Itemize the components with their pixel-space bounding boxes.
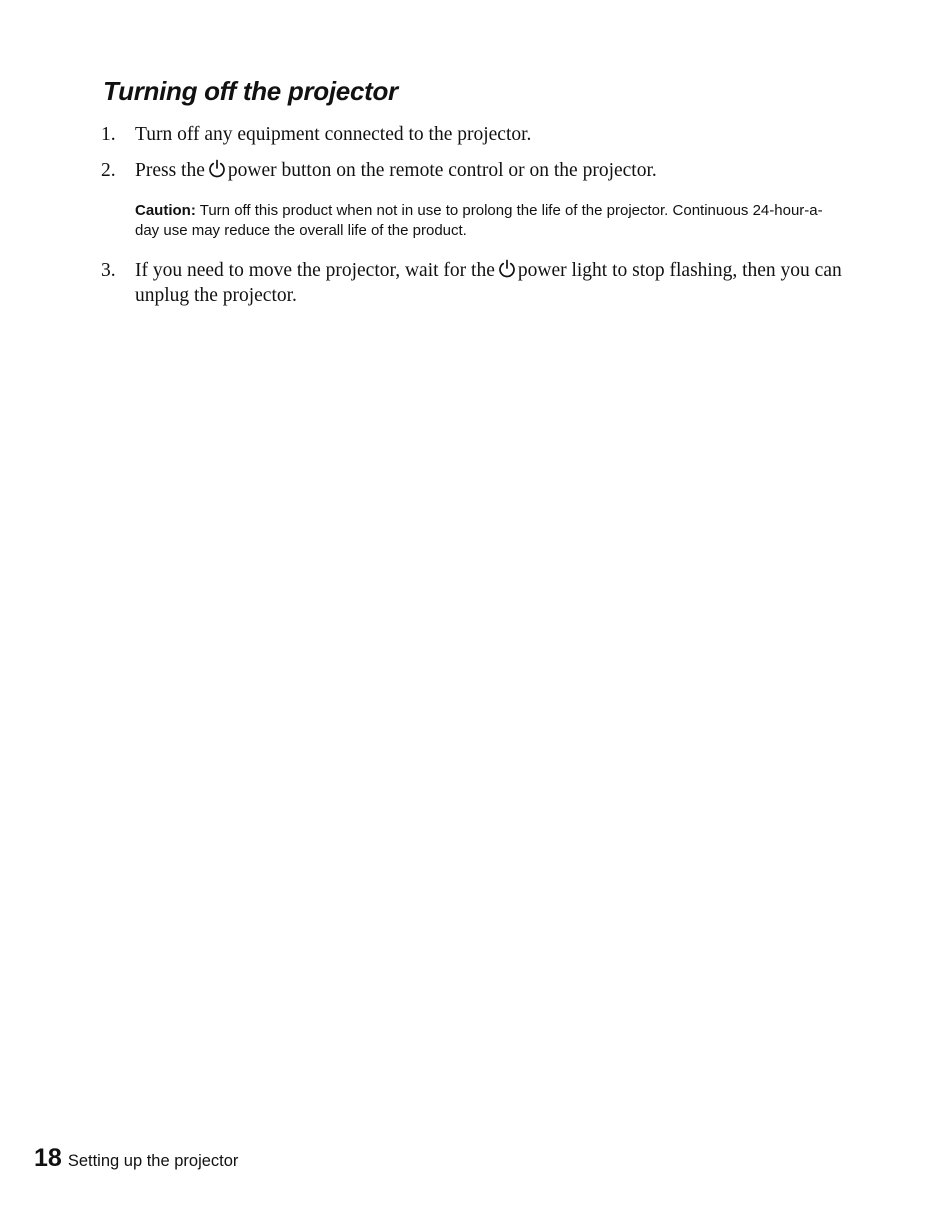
section-title: Setting up the projector (67, 1152, 239, 1170)
page-number: 18 (34, 1144, 62, 1172)
caution-text: Turn off this product when not in use to prolong the life of the projector. Continuous 24-hour-a-day use may reduce the overall life of the product. (135, 202, 823, 239)
section-heading: Turning off the projector (103, 76, 398, 106)
caution-note (135, 201, 840, 241)
power-icon (208, 159, 226, 178)
step-1 (101, 122, 846, 147)
step-number: 2. (101, 160, 116, 181)
step-text (135, 258, 846, 308)
power-icon (498, 259, 516, 278)
step-text-before-icon: If you need to move the projector, wait for the (135, 260, 495, 281)
step-number: 3. (101, 260, 116, 281)
caution-label: Caution: (135, 202, 196, 219)
step-text: Turn off any equipment connected to the projector. (135, 124, 532, 145)
step-number: 1. (101, 124, 116, 145)
step-text-before-icon: Press the (135, 160, 205, 181)
step-text-after-icon: power light to stop flashing, then you can unplug the projector. (135, 260, 842, 306)
step-text (135, 158, 846, 183)
step-2 (101, 158, 846, 183)
step-3 (101, 258, 846, 308)
step-text-after-icon: power button on the remote control or on the projector. (227, 160, 657, 181)
page-footer (34, 1144, 238, 1173)
